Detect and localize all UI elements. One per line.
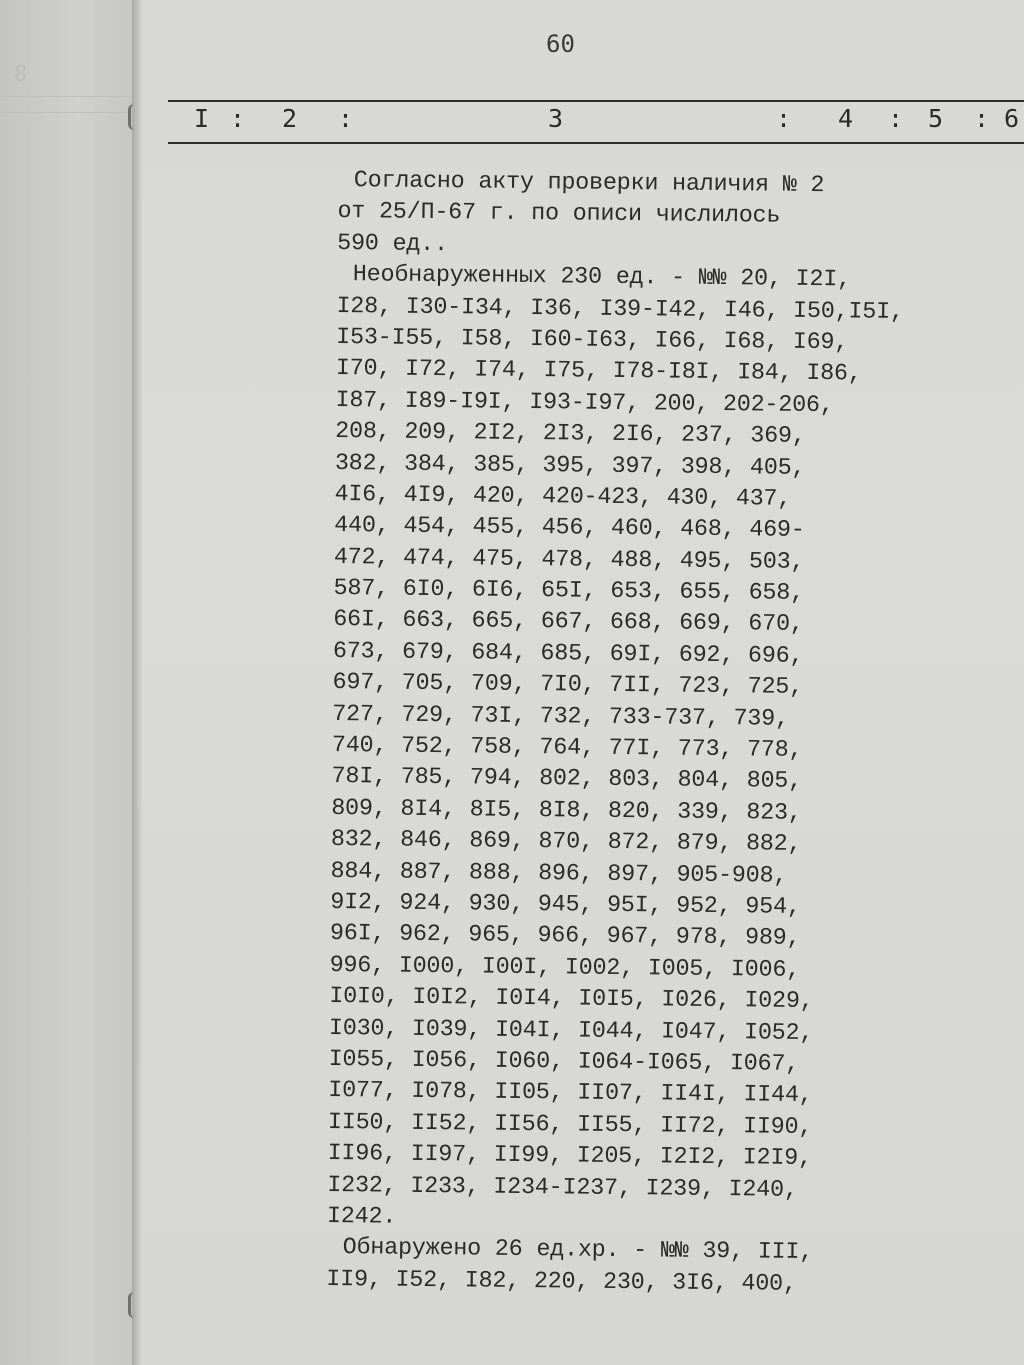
text-line: I28, I30-I34, I36, I39-I42, I46, I50,I5I, — [336, 293, 904, 326]
left-page-rule — [0, 96, 132, 97]
column-number-5: 5 — [928, 104, 944, 133]
text-line: Согласно акту проверки наличия № 2 — [353, 168, 825, 200]
text-line: 96I, 962, 965, 966, 967, 978, 989, — [329, 921, 801, 953]
text-line: I077, I078, II05, II07, II4I, II44, — [328, 1078, 813, 1110]
column-separator: : — [974, 104, 990, 133]
text-line: I242. — [326, 1203, 397, 1231]
text-line: I055, I056, I060, I064-I065, I067, — [328, 1046, 800, 1078]
text-line: II50, II52, II56, II55, II72, II90, — [327, 1109, 813, 1141]
left-page-edge — [0, 0, 133, 1365]
text-line: I87, I89-I9I, I93-I97, 200, 202-206, — [335, 387, 834, 419]
text-line: 66I, 663, 665, 667, 668, 669, 670, — [333, 607, 804, 639]
text-line: 996, I000, I00I, I002, I005, I006, — [329, 952, 801, 984]
column-separator: : — [776, 104, 792, 133]
column-number-1: I — [194, 104, 210, 133]
binding-staple — [128, 1292, 143, 1318]
left-page-rule — [0, 112, 132, 113]
text-line: 673, 679, 684, 685, 69I, 692, 696, — [332, 638, 804, 670]
text-line: Обнаружено 26 ед.хр. - №№ 39, III, — [342, 1235, 814, 1267]
document-page — [142, 0, 1024, 1365]
text-line: 740, 752, 758, 764, 77I, 773, 778, — [331, 733, 803, 764]
text-line: 440, 454, 455, 456, 460, 468, 469- — [334, 513, 805, 545]
binding-shadow — [132, 0, 142, 1365]
text-line: I0I0, I0I2, I0I4, I0I5, I026, I029, — [329, 984, 814, 1016]
column-number-2: 2 — [282, 104, 298, 133]
left-page-ghost-mark: 8 — [14, 62, 28, 87]
column-separator: : — [338, 104, 354, 133]
text-line: II9, I52, I82, 220, 230, 3I6, 400, — [326, 1266, 797, 1298]
text-line: 4I6, 4I9, 420, 420-423, 430, 437, — [334, 481, 792, 513]
typed-text-block — [326, 166, 998, 1303]
text-line: 809, 8I4, 8I5, 8I8, 820, 339, 823, — [331, 795, 802, 827]
text-line: I232, I233, I234-I237, I239, I240, — [327, 1172, 798, 1204]
text-line: I030, I039, I04I, I044, I047, I052, — [328, 1015, 814, 1047]
text-line: 587, 6I0, 6I6, 65I, 653, 655, 658, — [333, 576, 805, 607]
text-line: от 25/П-67 г. по описи числилось — [337, 199, 781, 231]
text-line: 884, 887, 888, 896, 897, 905-908, — [330, 858, 788, 890]
text-line: 9I2, 924, 930, 945, 95I, 952, 954, — [330, 889, 801, 921]
text-line: 382, 384, 385, 395, 397, 398, 405, — [334, 450, 806, 482]
text-line: 472, 474, 475, 478, 488, 495, 503, — [333, 544, 805, 576]
text-line: 208, 209, 2I2, 2I3, 2I6, 237, 369, — [335, 419, 806, 451]
text-line: 697, 705, 709, 7I0, 7II, 723, 725, — [332, 670, 804, 702]
text-line: 832, 846, 869, 870, 872, 879, 882, — [330, 827, 802, 859]
column-separator: : — [888, 104, 904, 133]
text-line: 590 ед.. — [337, 230, 449, 258]
column-number-6: 6 — [1004, 104, 1020, 133]
text-line: 727, 729, 73I, 732, 733-737, 739, — [332, 701, 789, 733]
binding-staple — [128, 104, 143, 130]
text-line: II96, II97, II99, I205, I2I2, I2I9, — [327, 1141, 813, 1173]
page-number: 60 — [546, 30, 575, 58]
column-separator: : — [230, 104, 246, 133]
text-line: Необнаруженных 230 ед. - №№ 20, I2I, — [352, 262, 852, 294]
text-line: 78I, 785, 794, 802, 803, 804, 805, — [331, 764, 803, 796]
column-number-3: 3 — [548, 104, 564, 133]
column-number-4: 4 — [838, 104, 854, 133]
table-header-top-rule — [168, 100, 1024, 102]
table-header-bottom-rule — [168, 142, 1024, 144]
text-line: I53-I55, I58, I60-I63, I66, I68, I69, — [336, 324, 849, 357]
text-line: I70, I72, I74, I75, I78-I8I, I84, I86, — [335, 356, 862, 388]
